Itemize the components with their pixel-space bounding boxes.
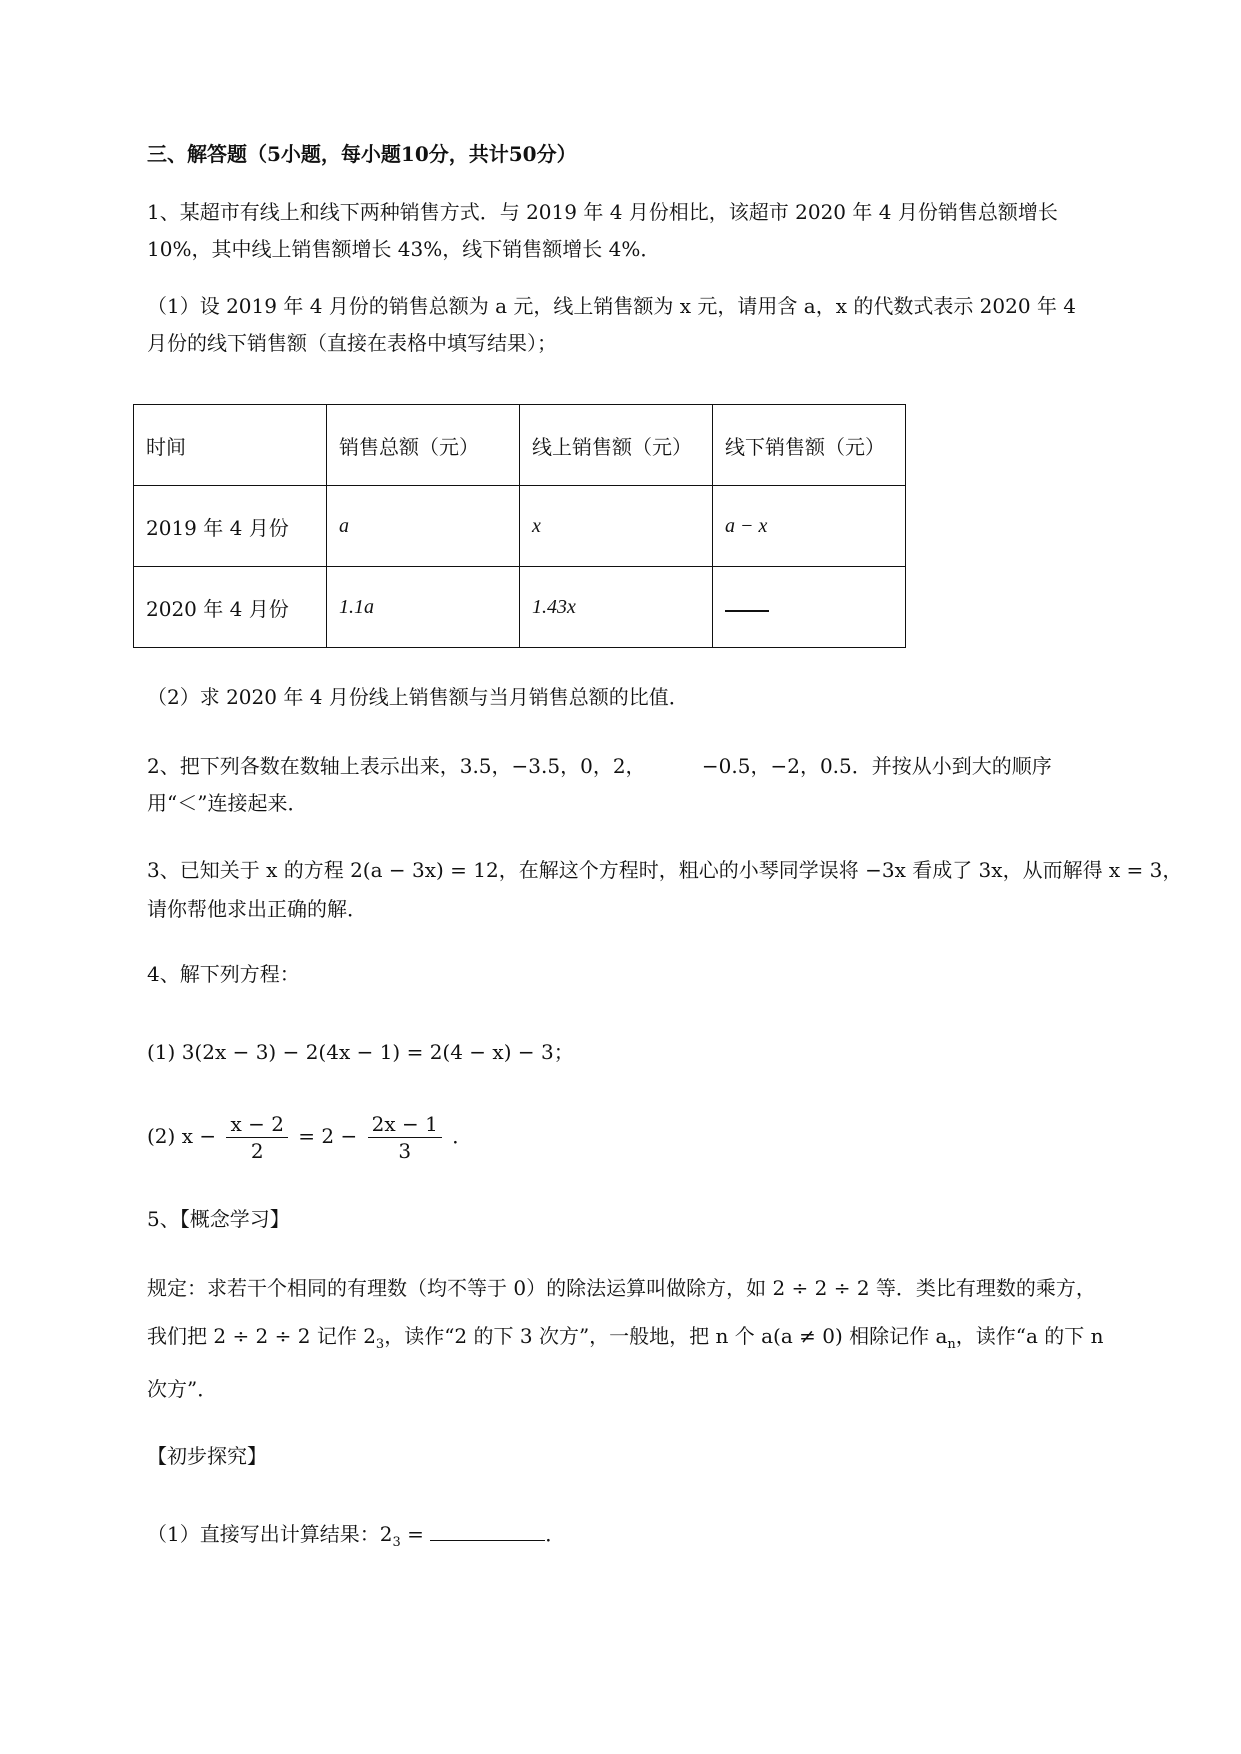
question-1-part-1-line-2: 月份的线下销售额（直接在表格中填写结果）； [147, 331, 557, 355]
rule-text: ，读作“2 的下 3 次方”，一般地，把 n 个 a(a ≠ 0) 相除记作 a [384, 1324, 948, 1348]
table-cell: 1.1a [327, 567, 520, 648]
answer-blank-cell[interactable] [713, 567, 906, 648]
fraction-denominator: 3 [398, 1139, 412, 1163]
sales-table [133, 404, 906, 648]
eq2-middle: = 2 − [298, 1124, 358, 1148]
answer-blank[interactable] [725, 606, 769, 612]
question-1-part-1-line-1: （1）设 2019 年 4 月份的销售总额为 a 元，线上销售额为 x 元，请用含 a，x 的代数式表示 2020 年 4 [147, 294, 1077, 318]
explore-question-1 [147, 1520, 565, 1557]
question-2-line-1: 2、把下列各数在数轴上表示出来，3.5，−3.5，0，2， −0.5，−2，0.5．并按从小到大的顺序 [147, 754, 1052, 778]
subscript: n [947, 1337, 956, 1352]
fraction-numerator: x − 2 [226, 1111, 287, 1138]
rule-text: 我们把 2 ÷ 2 ÷ 2 记作 2 [147, 1324, 376, 1348]
question-1-part-2: （2）求 2020 年 4 月份线上销售额与当月销售总额的比值． [147, 685, 689, 709]
table-cell: 2019 年 4 月份 [134, 486, 327, 567]
table-header-cell: 时间 [134, 405, 327, 486]
question-4-equation-1: (1) 3(2x − 3) − 2(4x − 1) = 2(4 − x) − 3； [147, 1040, 574, 1064]
fraction-denominator: 2 [250, 1139, 264, 1163]
question-5-rule-line-2 [147, 1322, 1104, 1359]
question-1-line-2: 10%，其中线上销售额增长 43%，线下销售额增长 4%． [147, 237, 661, 261]
question-4-equation-2 [147, 1108, 472, 1164]
table-header-row [134, 405, 906, 486]
fraction [226, 1111, 287, 1164]
section-title: 三、解答题（5小题，每小题10分，共计50分） [147, 142, 577, 166]
fraction-numerator: 2x − 1 [368, 1111, 442, 1138]
table-row [134, 567, 906, 648]
equals-sign: = [400, 1522, 431, 1546]
question-2-line-2: 用“＜”连接起来． [147, 791, 308, 815]
table-cell: x [520, 486, 713, 567]
question-4-title: 4、解下列方程： [147, 962, 300, 986]
table-header-cell: 线下销售额（元） [713, 405, 906, 486]
table-cell: a [327, 486, 520, 567]
explore-title: 【初步探究】 [147, 1444, 267, 1468]
table-cell: 1.43x [520, 567, 713, 648]
question-3-line-2: 请你帮他求出正确的解． [147, 897, 367, 921]
question-5-title: 5、【概念学习】 [147, 1207, 290, 1231]
period: ． [545, 1522, 566, 1546]
question-3-line-1: 3、已知关于 x 的方程 2(a − 3x) = 12，在解这个方程时，粗心的小琴同学误将 −3x 看成了 3x，从而解得 x = 3， [147, 858, 1183, 882]
explore-text: （1）直接写出计算结果：2 [147, 1522, 393, 1546]
table-row [134, 486, 906, 567]
question-5-rule-line-3: 次方”． [147, 1377, 218, 1401]
fraction [368, 1111, 442, 1164]
table-cell: 2020 年 4 月份 [134, 567, 327, 648]
table-header-cell: 销售总额（元） [327, 405, 520, 486]
question-5-rule-line-1: 规定：求若干个相同的有理数（均不等于 0）的除法运算叫做除方，如 2 ÷ 2 ÷ 2 等．类比有理数的乘方， [147, 1276, 1096, 1300]
eq2-prefix: (2) x − [147, 1124, 217, 1148]
table-cell: a − x [713, 486, 906, 567]
table-header-cell: 线上销售额（元） [520, 405, 713, 486]
subscript: 3 [375, 1337, 385, 1352]
eq2-suffix: ． [452, 1124, 473, 1148]
question-1-line-1: 1、某超市有线上和线下两种销售方式．与 2019 年 4 月份相比，该超市 2020 年 4 月份销售总额增长 [147, 200, 1058, 224]
answer-blank[interactable] [430, 1524, 545, 1541]
subscript: 3 [392, 1535, 401, 1550]
rule-text: ，读作“a 的下 n [955, 1324, 1104, 1348]
